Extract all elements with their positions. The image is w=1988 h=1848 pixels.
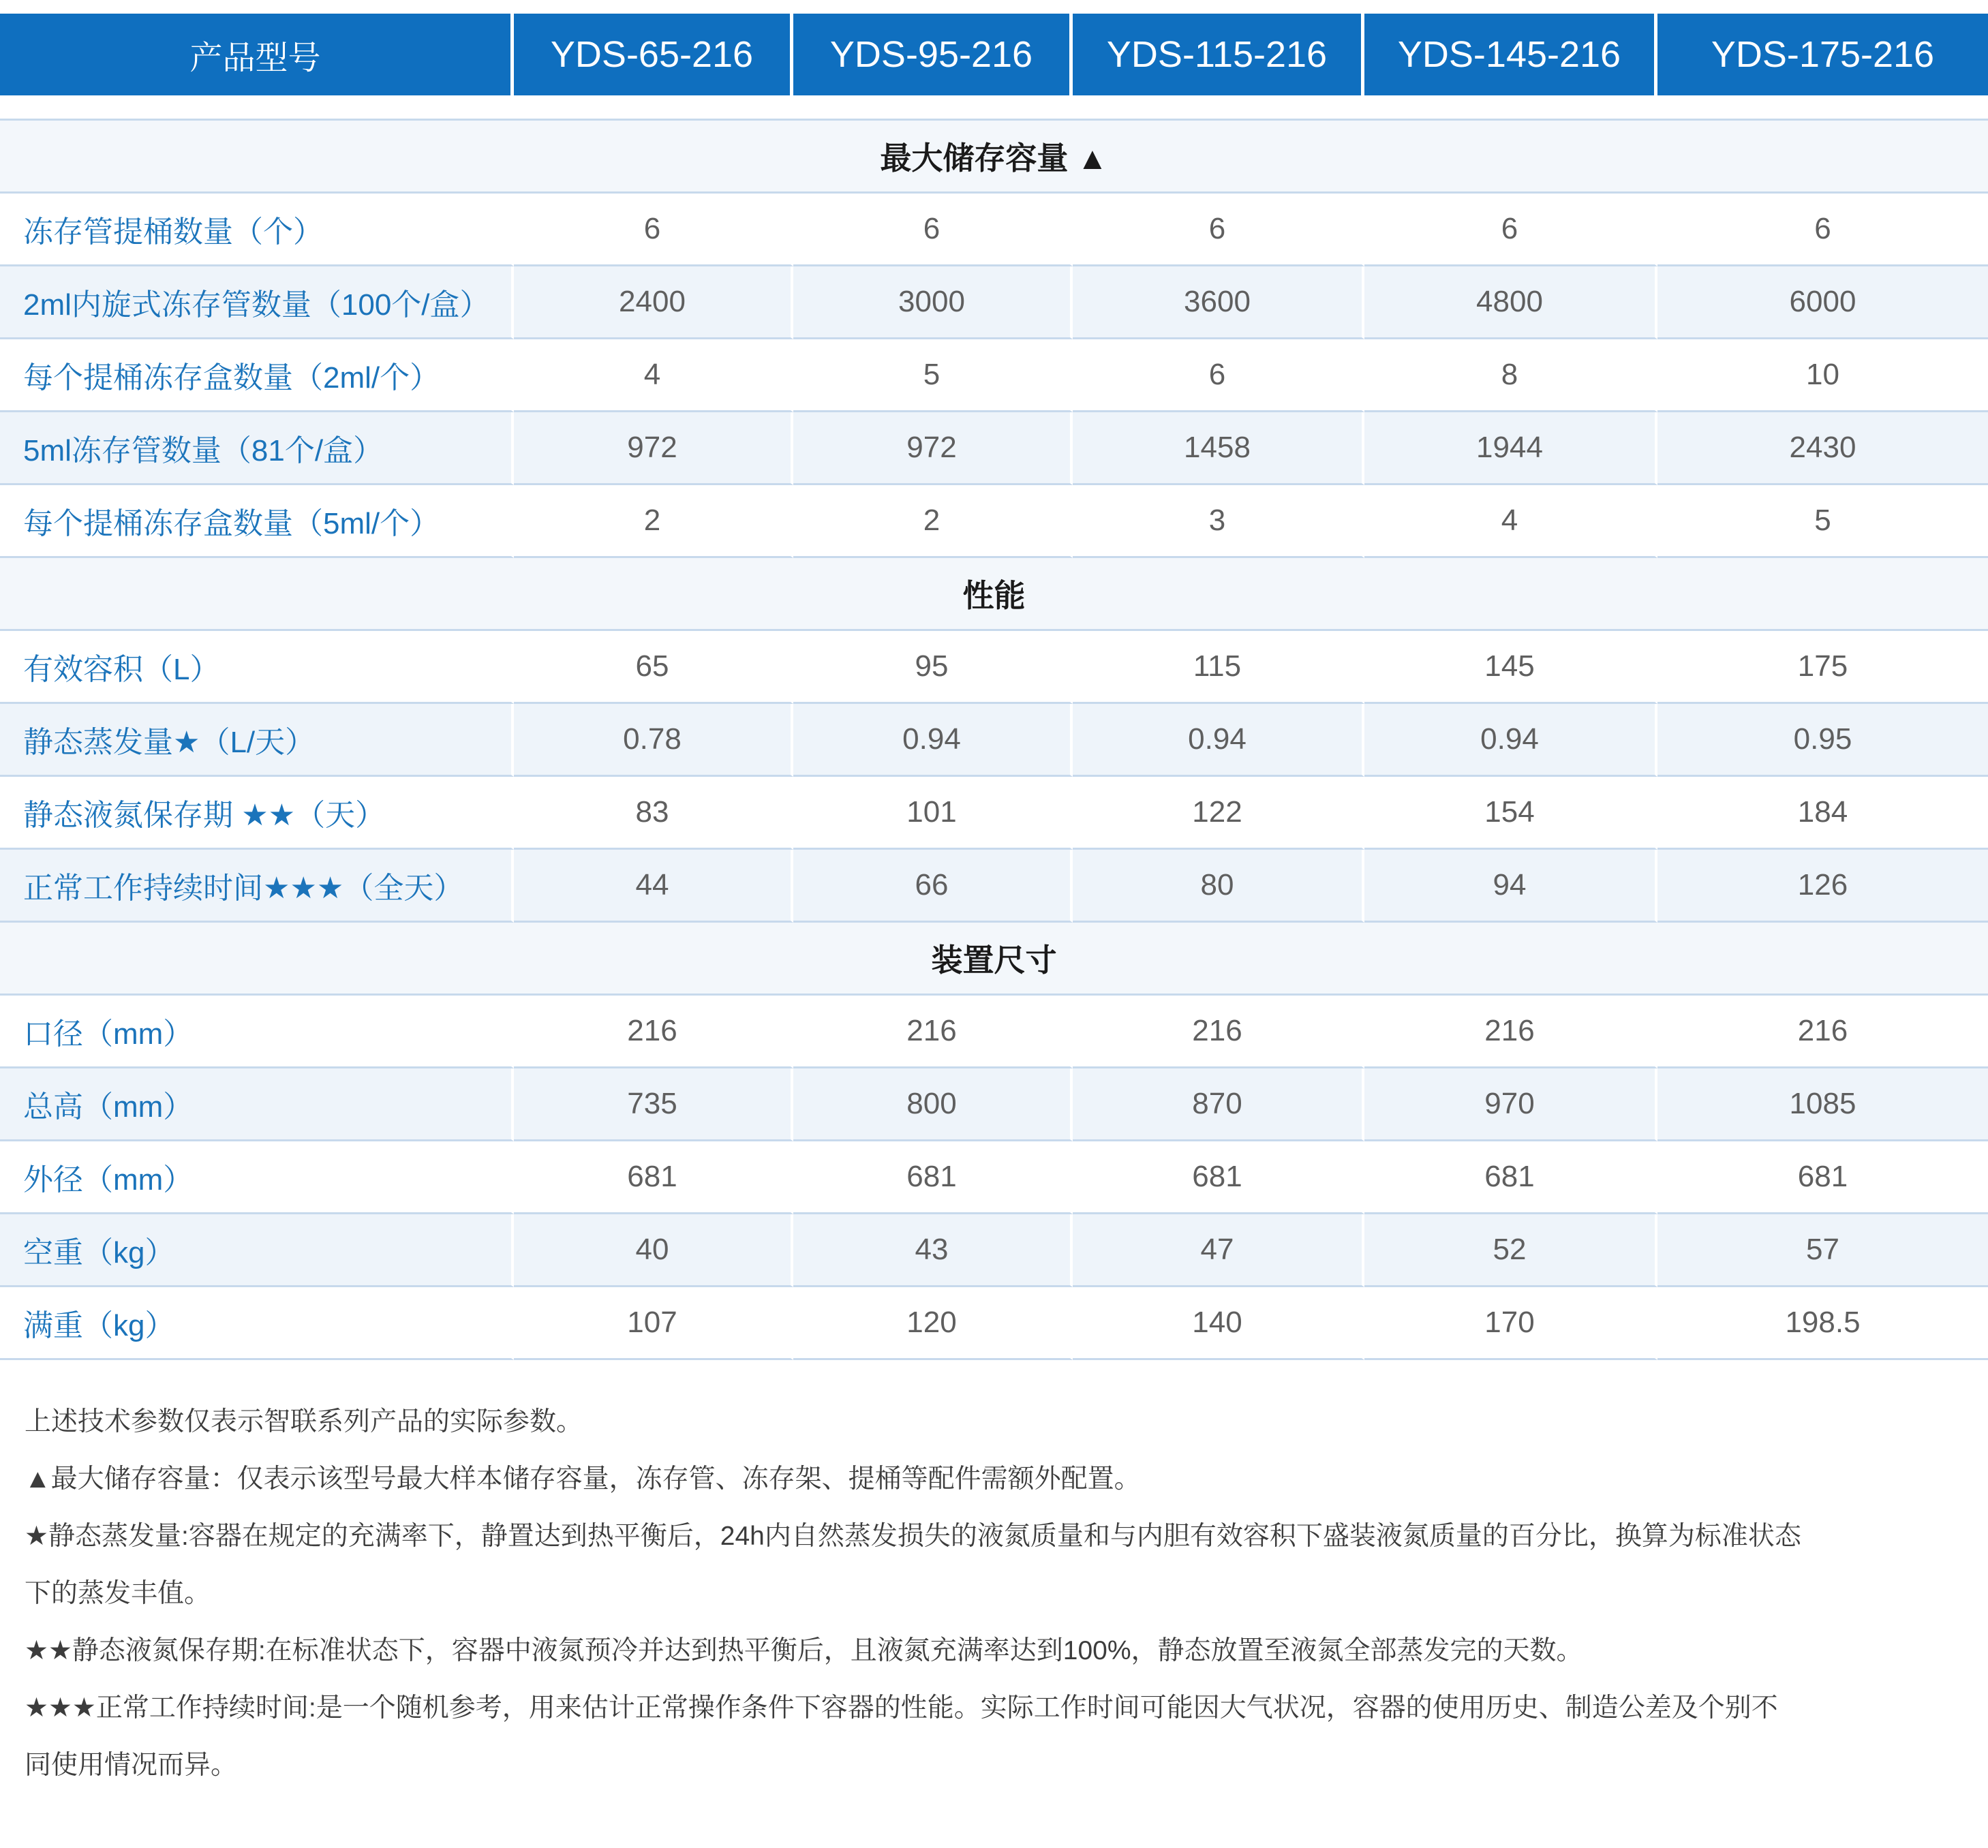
row-value: 107 — [514, 1287, 793, 1360]
table-row — [0, 631, 1988, 704]
row-label: 5ml冻存管数量（81个/盒） — [0, 412, 514, 485]
table-row — [0, 850, 1988, 923]
row-value: 94 — [1364, 850, 1657, 923]
row-value: 681 — [1364, 1141, 1657, 1214]
row-value: 0.78 — [514, 704, 793, 777]
row-value: 44 — [514, 850, 793, 923]
table-row — [0, 412, 1988, 485]
row-value: 0.94 — [1364, 704, 1657, 777]
row-value: 2 — [514, 485, 793, 558]
spec-body — [0, 121, 1988, 1360]
row-value: 216 — [1073, 996, 1364, 1068]
row-value: 154 — [1364, 777, 1657, 850]
row-value: 216 — [793, 996, 1073, 1068]
table-row — [0, 1214, 1988, 1287]
row-value: 6 — [1364, 194, 1657, 266]
row-label: 冻存管提桶数量（个） — [0, 194, 514, 266]
row-value: 800 — [793, 1068, 1073, 1141]
section-title: 性能 — [0, 558, 1988, 631]
header-model: YDS-145-216 — [1364, 14, 1657, 95]
table-header-row — [0, 14, 1988, 95]
footnote-line: 下的蒸发丰值。 — [25, 1579, 211, 1608]
row-value: 47 — [1073, 1214, 1364, 1287]
header-model: YDS-175-216 — [1657, 14, 1988, 95]
row-label: 正常工作持续时间★★★（全天） — [0, 850, 514, 923]
row-value: 3000 — [793, 266, 1073, 339]
row-label: 每个提桶冻存盒数量（5ml/个） — [0, 485, 514, 558]
table-row — [0, 266, 1988, 339]
row-value: 43 — [793, 1214, 1073, 1287]
row-label: 每个提桶冻存盒数量（2ml/个） — [0, 339, 514, 412]
row-value: 972 — [514, 412, 793, 485]
table-row — [0, 996, 1988, 1068]
table-row — [0, 485, 1988, 558]
row-value: 681 — [514, 1141, 793, 1214]
row-value: 216 — [1364, 996, 1657, 1068]
table-row — [0, 339, 1988, 412]
table-row — [0, 1287, 1988, 1360]
footnote-line: 同使用情况而异。 — [25, 1751, 238, 1780]
row-value: 5 — [1657, 485, 1988, 558]
row-value: 6 — [1657, 194, 1988, 266]
row-value: 122 — [1073, 777, 1364, 850]
row-value: 6000 — [1657, 266, 1988, 339]
row-value: 0.94 — [793, 704, 1073, 777]
spec-table — [0, 14, 1988, 1360]
row-value: 175 — [1657, 631, 1988, 704]
footnote-line: ★静态蒸发量:容器在规定的充满率下，静置达到热平衡后，24h内自然蒸发损失的液氮质量和与内胆有效容积下盛装液氮质量的百分比，换算为标准状态 — [25, 1522, 1801, 1551]
row-value: 1944 — [1364, 412, 1657, 485]
row-value: 216 — [514, 996, 793, 1068]
row-label: 口径（mm） — [0, 996, 514, 1068]
row-value: 40 — [514, 1214, 793, 1287]
section-header-row — [0, 121, 1988, 194]
row-label: 满重（kg） — [0, 1287, 514, 1360]
section-header-row — [0, 558, 1988, 631]
row-value: 57 — [1657, 1214, 1988, 1287]
row-value: 65 — [514, 631, 793, 704]
row-value: 2430 — [1657, 412, 1988, 485]
table-row — [0, 1141, 1988, 1214]
header-gap-cell — [0, 95, 1988, 121]
footnote-line: 上述技术参数仅表示智联系列产品的实际参数。 — [25, 1407, 583, 1436]
row-value: 2400 — [514, 266, 793, 339]
row-label: 有效容积（L） — [0, 631, 514, 704]
row-value: 115 — [1073, 631, 1364, 704]
table-row — [0, 1068, 1988, 1141]
row-value: 6 — [1073, 339, 1364, 412]
row-label: 总高（mm） — [0, 1068, 514, 1141]
header-gap — [0, 95, 1988, 121]
row-value: 972 — [793, 412, 1073, 485]
row-value: 970 — [1364, 1068, 1657, 1141]
row-value: 145 — [1364, 631, 1657, 704]
row-value: 52 — [1364, 1214, 1657, 1287]
row-value: 140 — [1073, 1287, 1364, 1360]
row-value: 681 — [1073, 1141, 1364, 1214]
row-value: 6 — [514, 194, 793, 266]
row-value: 126 — [1657, 850, 1988, 923]
row-value: 6 — [793, 194, 1073, 266]
row-value: 4 — [514, 339, 793, 412]
row-value: 184 — [1657, 777, 1988, 850]
row-value: 1458 — [1073, 412, 1364, 485]
row-value: 80 — [1073, 850, 1364, 923]
section-header-row — [0, 923, 1988, 996]
header-model: YDS-95-216 — [793, 14, 1073, 95]
row-label: 静态液氮保存期 ★★（天） — [0, 777, 514, 850]
row-value: 2 — [793, 485, 1073, 558]
footnotes — [25, 1393, 1988, 1794]
row-label: 静态蒸发量★（L/天） — [0, 704, 514, 777]
row-value: 170 — [1364, 1287, 1657, 1360]
row-value: 216 — [1657, 996, 1988, 1068]
row-value: 120 — [793, 1287, 1073, 1360]
row-value: 10 — [1657, 339, 1988, 412]
header-model: YDS-115-216 — [1073, 14, 1364, 95]
row-value: 95 — [793, 631, 1073, 704]
row-label: 外径（mm） — [0, 1141, 514, 1214]
row-value: 3 — [1073, 485, 1364, 558]
section-title: 最大储存容量 ▲ — [0, 121, 1988, 194]
table-row — [0, 777, 1988, 850]
row-value: 5 — [793, 339, 1073, 412]
row-value: 0.94 — [1073, 704, 1364, 777]
row-value: 1085 — [1657, 1068, 1988, 1141]
row-value: 66 — [793, 850, 1073, 923]
header-label: 产品型号 — [0, 14, 514, 95]
table-row — [0, 194, 1988, 266]
footnote-line: ★★★正常工作持续时间:是一个随机参考，用来估计正常操作条件下容器的性能。实际工作时间可能因大气状况，容器的使用历史、制造公差及个别不 — [25, 1693, 1778, 1723]
header-model: YDS-65-216 — [514, 14, 793, 95]
row-value: 735 — [514, 1068, 793, 1141]
row-value: 83 — [514, 777, 793, 850]
row-value: 4 — [1364, 485, 1657, 558]
row-label: 空重（kg） — [0, 1214, 514, 1287]
row-value: 0.95 — [1657, 704, 1988, 777]
row-value: 4800 — [1364, 266, 1657, 339]
row-value: 681 — [1657, 1141, 1988, 1214]
table-row — [0, 704, 1988, 777]
row-value: 870 — [1073, 1068, 1364, 1141]
row-value: 198.5 — [1657, 1287, 1988, 1360]
row-value: 3600 — [1073, 266, 1364, 339]
row-value: 6 — [1073, 194, 1364, 266]
row-value: 8 — [1364, 339, 1657, 412]
footnote-line: ▲最大储存容量：仅表示该型号最大样本储存容量，冻存管、冻存架、提桶等配件需额外配置。 — [25, 1464, 1141, 1494]
section-title: 装置尺寸 — [0, 923, 1988, 996]
row-value: 681 — [793, 1141, 1073, 1214]
row-label: 2ml内旋式冻存管数量（100个/盒） — [0, 266, 514, 339]
footnote-line: ★★静态液氮保存期:在标准状态下，容器中液氮预冷并达到热平衡后，且液氮充满率达到100%，静态放置至液氮全部蒸发完的天数。 — [25, 1636, 1583, 1665]
row-value: 101 — [793, 777, 1073, 850]
